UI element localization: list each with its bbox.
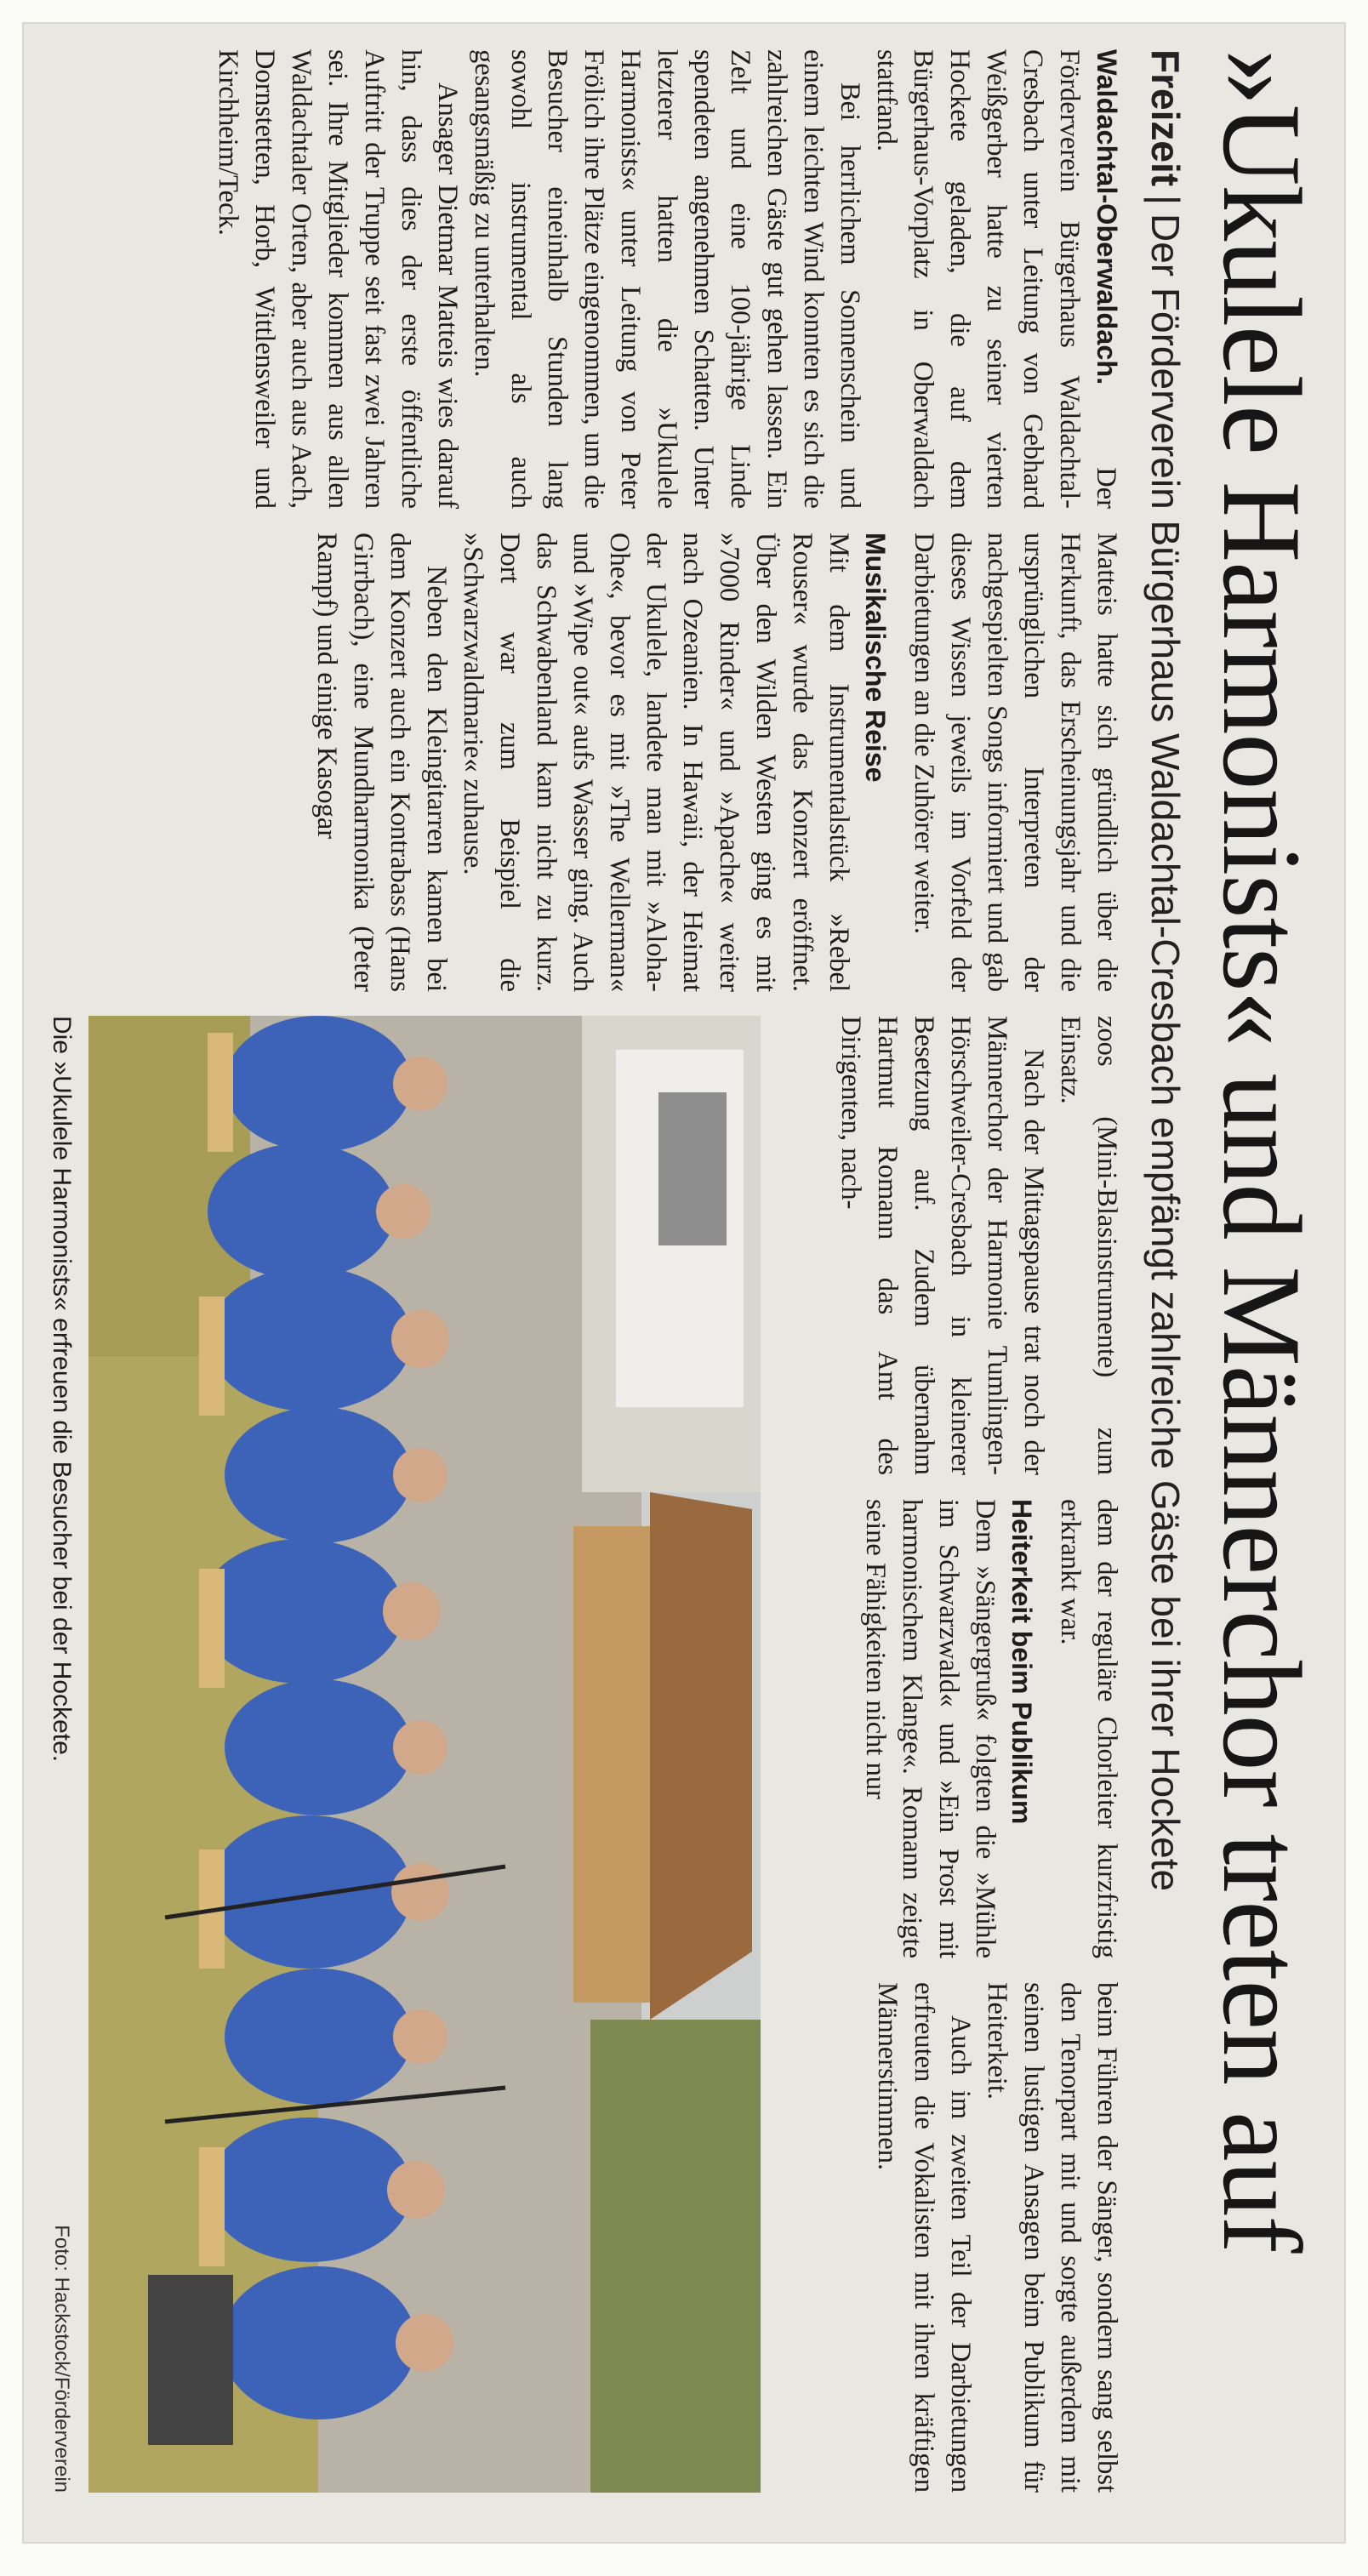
paragraph: Matteis hatte sich gründlich über die Herkunft, das Erscheinungsjahr und die ursprünglichen Interpreten der nachgespielten Songs informiert und gab dieses Wissen jeweils im Vorfeld der Darbietungen an die Zuhörer weiter. [909,533,1122,992]
article-headline: »Ukulele Harmonists« und Männerchor treten auf [1200,49,1325,2253]
newspaper-clipping [24,24,1344,2542]
rubric-label: Freizeit [1143,49,1188,187]
text-column-1 [209,49,1125,509]
text-column-4 [857,1499,1125,1958]
dateline: Waldachtal-Oberwaldach. [1092,49,1122,385]
paragraph: dem der reguläre Chorleiter kurzfristig erkrankt war. [1055,1499,1122,1958]
paragraph: Neben den Kleingitarren kamen bei dem Konzert auch ein Kontrabass (Hans Girrbach), eine Mundharmonika (Peter Rampf) und einige Kasogar [311,533,452,992]
article-subheadline-row [1140,49,1191,2516]
ukulele-band-photo [88,1016,761,2493]
paragraph: zoos (Mini-Blasinstrumente) zum Einsatz. [1055,1016,1122,1475]
article-subheadline: Der Förderverein Bürgerhaus Waldachtal-Cresbach empfängt zahlreiche Gäste bei ihrer Hockete [1143,214,1188,1892]
text-column-3 [832,1016,1125,1475]
section-heading: Heiterkeit beim Publikum [1006,1499,1037,1825]
paragraph: Auch im zweiten Teil der Darbietungen erfreuten die Vokalisten mit ihren kräftigen Männerstimmen. [872,1982,976,2493]
paragraph: Ansager Dietmar Matteis wies darauf hin, dass dies der erste öffentliche Auftritt der Truppe seit fast zwei Jahren sei. Ihre Mitglieder kommen aus allen Waldachtaler Orten, aber auch aus Aach, Dornstetten, Horb, Wittlensweiler und Kirchheim/Teck. [213,49,463,509]
section-heading: Musikalische Reise [860,533,891,783]
photo-credit: Foto: Hackstock/Förderverein [50,2225,73,2493]
paragraph: Bei herrlichem Sonnenschein und einem leichten Wind konnten es sich die zahlreichen Gäste gut gehen lassen. Ein Zelt und eine 100-jährige Linde spendeten angenehmen Schatten. Unter letzterer hatten die »Ukulele Harmonists« unter Leitung von Peter Frölich ihre Plätze eingenommen, um die Besucher eineinhalb Stunden lang sowohl instrumental als auch gesangsmäßig zu unterhalten. [469,49,865,509]
text-column-5 [869,1982,1125,2493]
paragraph: Dem »Sängergruß« folgten die »Mühle im Schwarzwald« und »Ein Prost mit harmonischem Klange«. Romann zeigte seine Fähigkeiten nicht nur [860,1499,1000,1958]
paragraph: beim Führen der Sänger, sondern sang selbst den Tenorpart mit und sorgte außerdem mit seinen lustigen Ansagen beim Publikum für Heiterkeit. [982,1982,1122,2493]
caption-text: Die »Ukulele Harmonists« erfreuen die Besucher bei der Hockete. [48,1016,76,1763]
paragraph: Mit dem Instrumentalstück »Rebel Rouser« wurde das Konzert eröffnet. Über den Wilden Westen ging es mit »7000 Rinder« und »Apache« weiter nach Ozeanien. In Hawaii, der Heimat der Ukulele, landete man mit »Aloha-Ohe«, bevor es mit »The Wellerman« und »Wipe out« aufs Wasser ging. Auch das Schwabenland kam nicht zu kurz. Dort war zum Beispiel die »Schwarzwaldmarie« zuhause. [458,533,854,992]
paragraph: Nach der Mittagspause trat noch der Männerchor der Harmonie Tumlingen-Hörschweiler-Cresbach in kleinerer Besetzung auf. Zudem übernahm Hartmut Romann das Amt des Dirigenten, nach- [835,1016,1049,1475]
paragraph [868,49,1125,509]
paragraph-text: Der Förderverein Bürgerhaus Waldachtal-Cresbach unter Leitung von Gebhard Weißgerber hatte zu seiner vierten Hockete geladen, die auf dem Bürgerhaus-Vorplatz in Oberwaldach stattfand. [871,49,1121,509]
text-column-2 [308,533,1125,992]
rubric-separator: | [1143,195,1188,205]
photo-caption [44,1016,78,2493]
article-photo [88,1016,761,2493]
